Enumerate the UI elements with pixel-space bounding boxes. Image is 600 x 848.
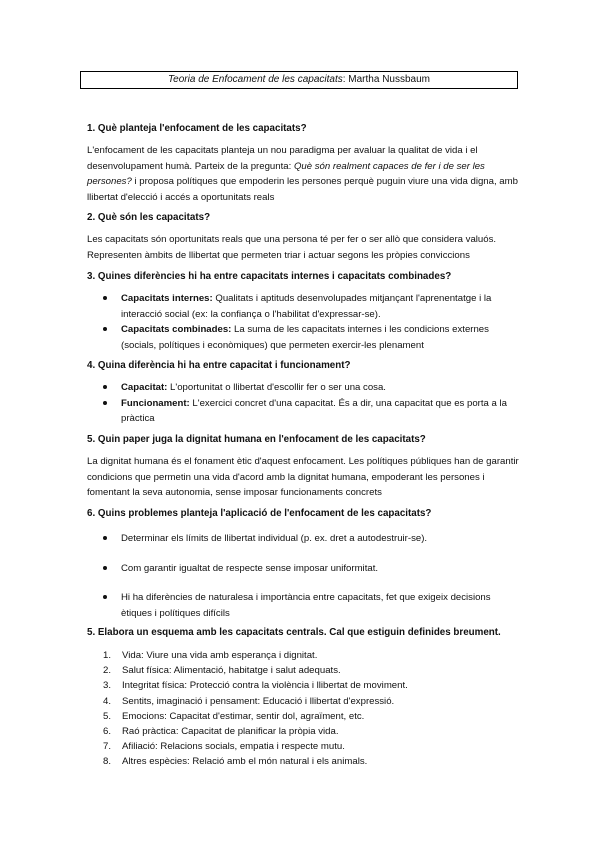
list-item <box>87 380 519 396</box>
item-term: Funcionament: <box>121 397 190 409</box>
item-text: Integritat física: Protecció contra la violència i llibertat de moviment. <box>122 680 408 692</box>
section-5-heading: 5. Quin paper juga la dignitat humana en l'enfocament de les capacitats? <box>87 434 426 445</box>
item-number: 4. <box>103 695 112 707</box>
item-text: Afiliació: Relacions socials, empatia i respecte mutu. <box>122 741 345 753</box>
item-number: 3. <box>103 680 112 692</box>
bullet-icon <box>103 401 107 405</box>
section-7-list <box>87 648 519 770</box>
section-4-list <box>87 380 519 427</box>
bullet-icon <box>103 536 107 540</box>
section-3-heading: 3. Quines diferències hi ha entre capacitats internes i capacitats combinades? <box>87 271 452 282</box>
section-1-text-b: i proposa polítiques que empoderin les persones perquè puguin viure una vida digna, amb llibertat d'elecció i accés a oportunitats reals <box>87 176 518 203</box>
item-term: Capacitats internes: <box>121 293 213 304</box>
item-text: Raó pràctica: Capacitat de planificar la pròpia vida. <box>122 726 339 738</box>
item-term: Capacitat: <box>121 382 168 393</box>
list-item <box>87 663 519 678</box>
list-item <box>87 739 519 754</box>
item-number: 2. <box>103 665 112 677</box>
item-text: Qualitats i aptituds desenvolupades mitjançant l'aprenentatge i la interacció social (ex: la confiança o l'habilitat d'expressar-se). <box>121 293 492 320</box>
item-text: Sentits, imaginació i pensament: Educació i llibertat d'expressió. <box>122 695 395 707</box>
document-title <box>80 71 518 89</box>
item-number: 6. <box>103 726 112 738</box>
item-text: Vida: Viure una vida amb esperança i dignitat. <box>122 650 318 661</box>
item-number: 1. <box>103 650 112 661</box>
item-text: L'oportunitat o llibertat d'escollir fer o ser una cosa. <box>167 382 386 393</box>
title-main: Teoria de Enfocament de les capacitats <box>167 74 343 85</box>
item-number: 8. <box>103 756 112 768</box>
section-2-paragraph: Les capacitats són oportunitats reals que una persona té per fer o ser allò que considera valuós. Representen àmbits de llibertat que permeten triar i actuar segons les pròpies conviccions <box>87 234 497 261</box>
section-2-heading: 2. Què són les capacitats? <box>87 212 211 223</box>
section-6-heading: 6. Quins problemes planteja l'aplicació de l'enfocament de les capacitats? <box>87 508 432 519</box>
list-item <box>87 724 519 739</box>
bullet-icon <box>103 385 107 389</box>
item-number: 5. <box>103 710 112 722</box>
title-author: : Martha Nussbaum <box>342 74 430 85</box>
bullet-icon <box>103 296 107 300</box>
section-7-heading: 5. Elabora un esquema amb les capacitats centrals. Cal que estiguin definides breument. <box>87 627 501 638</box>
section-6-list <box>87 531 519 621</box>
item-text: Altres espècies: Relació amb el món natural i els animals. <box>122 756 368 768</box>
list-item <box>87 396 519 427</box>
item-text: La suma de les capacitats internes i les condicions externes (socials, polítiques i econòmiques) que permeten exercir-les plenament <box>121 324 489 351</box>
section-1-heading: 1. Què planteja l'enfocament de les capacitats? <box>87 123 307 134</box>
item-text: Hi ha diferències de naturalesa i importància entre capacitats, fet que exigeix decisions ètiques i polítiques difícils <box>121 592 491 619</box>
list-item <box>87 678 519 693</box>
list-item <box>87 754 519 769</box>
item-number: 7. <box>103 741 112 753</box>
list-item <box>87 590 519 621</box>
item-text: Emocions: Capacitat d'estimar, sentir dol, agraïment, etc. <box>122 710 365 722</box>
bullet-icon <box>103 566 107 570</box>
list-item <box>87 648 519 663</box>
item-text: Com garantir igualtat de respecte sense imposar uniformitat. <box>121 562 379 574</box>
list-item <box>87 291 519 322</box>
section-5-paragraph: La dignitat humana és el fonament ètic d'aquest enfocament. Les polítiques públiques han de garantir condicions que permetin una vida d'acord amb la dignitat humana, empoderant les persones i fomentant la seva autonomia, sense imposar funcionaments concrets <box>87 456 519 498</box>
item-term: Capacitats combinades: <box>121 324 232 335</box>
section-4-heading: 4. Quina diferència hi ha entre capacitat i funcionament? <box>87 360 351 371</box>
bullet-icon <box>103 595 107 599</box>
list-item <box>87 531 519 547</box>
item-text: Salut física: Alimentació, habitatge i salut adequats. <box>122 665 341 677</box>
section-1-text-a: L'enfocament de les capacitats planteja un nou paradigma per avaluar la qualitat de vida i el desenvolupament humà. Parteix de la pregunta: <box>87 145 478 172</box>
bullet-icon <box>103 327 107 331</box>
section-3-list <box>87 291 519 353</box>
list-item <box>87 709 519 724</box>
list-item <box>87 322 519 353</box>
list-item <box>87 561 519 577</box>
item-text: L'exercici concret d'una capacitat. És a dir, una capacitat que es porta a la pràctica <box>121 397 508 424</box>
section-1-question: Què són realment capaces de fer i de ser les persones? <box>87 160 485 187</box>
item-text: Determinar els límits de llibertat individual (p. ex. dret a autodestruir-se). <box>121 533 428 544</box>
list-item <box>87 694 519 709</box>
section-1-paragraph <box>87 143 519 205</box>
